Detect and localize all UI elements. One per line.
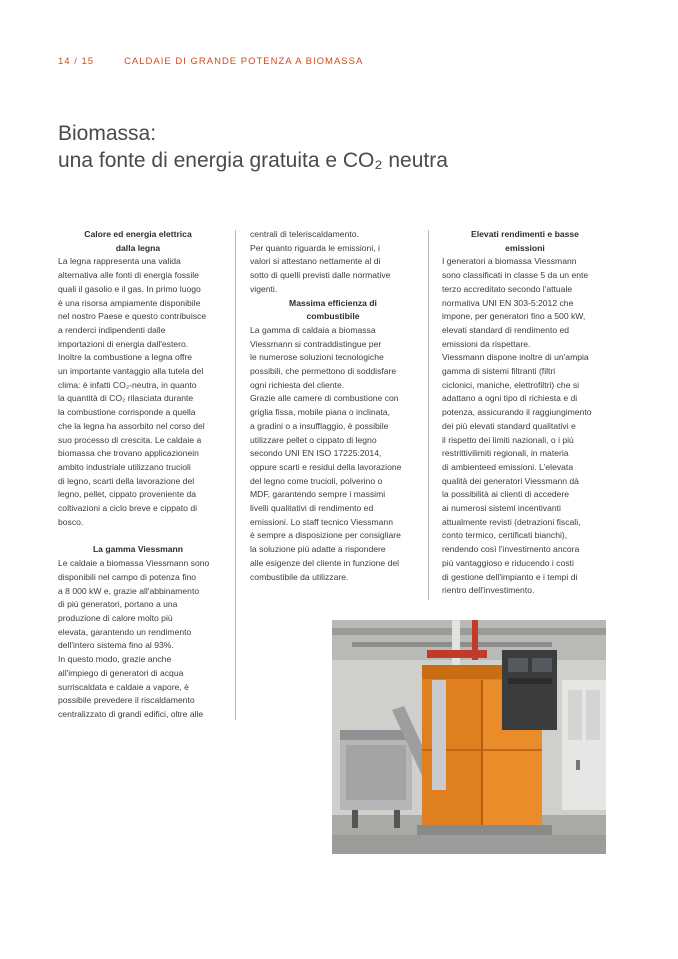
text-line: produzione di calore molto più	[58, 612, 173, 623]
text-line: bosco.	[58, 516, 84, 527]
text-line: ai numerosi sistemi incentivanti	[442, 503, 561, 514]
heading-calore-line-2: dalla legna	[115, 242, 161, 253]
text-line: che la legna ha assorbito nel corso del	[58, 420, 205, 431]
title-line-1: Biomassa:	[58, 122, 157, 145]
text-line: a 8 000 kW e, grazie all'abbinamento	[58, 585, 200, 596]
text-line: La gamma di caldaia a biomassa	[250, 324, 376, 335]
text-line: la quantità di CO₂ rilasciata durante	[58, 393, 194, 404]
page-number: 14 / 15	[58, 56, 95, 67]
text-line: del legno come trucioli, polverino o	[250, 475, 383, 486]
title-line-2: una fonte di energia gratuita e CO₂ neutra	[58, 149, 448, 172]
text-line: secondo UNI EN ISO 17225:2014,	[250, 448, 382, 459]
text-line: Per quanto riguarda le emissioni, i	[250, 242, 380, 253]
text-line: sono classificati in classe 5 da un ente	[442, 270, 589, 281]
text-line: gamma di sistemi filtranti (filtri	[442, 366, 556, 377]
text-line: suo processo di crescita. Le caldaie a	[58, 434, 202, 445]
text-line: il rispetto dei limiti nazionali, o i più	[442, 434, 574, 445]
paragraph-emissioni	[250, 228, 416, 297]
text-line: emissioni. Lo staff tecnico Viessmann	[250, 516, 393, 527]
text-line: conto termico, certificati bianchi),	[442, 530, 568, 541]
text-line: Le caldaie a biomassa Viessmann sono	[58, 558, 210, 569]
paragraph-legna	[58, 255, 218, 529]
text-line: a gradini o a insufflaggio, è possibile	[250, 420, 389, 431]
text-line: alternativa alle fonti di energia fossile	[58, 270, 199, 281]
text-line: la soluzione più adatte a rispondere	[250, 544, 386, 555]
text-line: biomassa che trovano applicazionein	[58, 448, 199, 459]
text-line: all'impiego di generatori di acqua	[58, 667, 184, 678]
text-line: impone, per generatori fino a 500 kW,	[442, 311, 586, 322]
text-line: più vantaggioso e riducendo i costi	[442, 557, 574, 568]
text-line: dei più elevati standard qualitativi e	[442, 420, 576, 431]
text-line: sotto di quelli previsti dalle normative	[250, 270, 391, 281]
text-line: centralizzato di grandi edifici, oltre alle	[58, 708, 204, 719]
column-2	[250, 228, 416, 584]
text-line: terzo accreditato secondo l'attuale	[442, 283, 573, 294]
text-line: di gestione dell'impianto e i tempi di	[442, 571, 578, 582]
text-line: surriscaldata e caldaie a vapore, è	[58, 681, 189, 692]
text-line: ciclonici, maniche, elettrofiltri) che si	[442, 379, 580, 390]
text-line: qualità dei generatori Viessmann dà	[442, 475, 579, 486]
text-line: disponibili nel campo di potenza fino	[58, 571, 197, 582]
text-line: In questo modo, grazie anche	[58, 654, 172, 665]
text-line: vigenti.	[250, 283, 278, 294]
text-line: nel nostro Paese e questo contribuisce	[58, 311, 207, 322]
text-line: le numerose soluzioni tecnologiche	[250, 352, 384, 363]
text-line: Grazie alle camere di combustione con	[250, 393, 399, 404]
text-line: è una risorsa ampiamente disponibile	[58, 297, 201, 308]
heading-massima-efficienza-line-2: combustibile	[306, 311, 360, 322]
text-line: Viessmann si contraddistingue per	[250, 338, 382, 349]
text-line: elevati standard di rendimento ed	[442, 324, 570, 335]
text-line: la combustione corrisponde a quella	[58, 407, 196, 418]
text-line: di legno, scarti della lavorazione del	[58, 475, 195, 486]
paragraph-efficienza	[250, 324, 416, 584]
text-line: rendendo così l'investimento ancora	[442, 544, 580, 555]
text-line: di più generatori, portano a una	[58, 599, 178, 610]
heading-calore-line-1: Calore ed energia elettrica	[84, 229, 192, 239]
text-line: dell'intero sistema fino al 93%.	[58, 640, 174, 651]
text-line: livelli qualitativi di rendimento ed	[250, 503, 374, 514]
paragraph-gamma	[58, 557, 218, 721]
text-line: la possibilità ai clienti di accedere	[442, 489, 570, 500]
text-line: alle esigenze del cliente in funzione del	[250, 557, 400, 568]
heading-rendimenti-line-1: Elevati rendimenti e basse	[471, 229, 579, 239]
text-line: attualmente revisti (detrazioni fiscali,	[442, 516, 581, 527]
text-line: utilizzare pellet o cippato di legno	[250, 434, 377, 445]
section-title: CALDAIE DI GRANDE POTENZA A BIOMASSA	[124, 56, 364, 67]
text-line: La legna rappresenta una valida	[58, 256, 181, 267]
text-line: griglia fissa, mobile piana o inclinata,	[250, 407, 390, 418]
column-divider-2	[428, 230, 429, 600]
text-line: restrittivilimiti regionali, in materia	[442, 448, 569, 459]
text-line: adattano a ogni tipo di richiesta e di	[442, 393, 578, 404]
text-line: di ambienteed emissioni. L'elevata	[442, 461, 574, 472]
text-line: legno, pellet, cippato proveniente da	[58, 489, 197, 500]
text-line: Viessmann dispone inoltre di un'ampia	[442, 352, 589, 363]
text-line: ogni richiesta del cliente.	[250, 379, 345, 390]
running-header	[58, 56, 363, 67]
text-line: normativa UNI EN 303-5:2012 che	[442, 297, 574, 308]
text-line: possibile prevedere il riscaldamento	[58, 695, 195, 706]
text-line: clima: è infatti CO₂-neutra, in quanto	[58, 379, 197, 390]
text-line: quali il gasolio e il gas. In primo luogo	[58, 283, 201, 294]
heading-gamma-viessmann: La gamma Viessmann	[92, 544, 184, 555]
text-line: importazioni di energia dall'estero.	[58, 338, 189, 349]
text-line: emissioni da rispettare.	[442, 338, 531, 349]
column-divider-1	[235, 230, 236, 720]
heading-massima-efficienza-line-1: Massima efficienza di	[289, 297, 377, 308]
text-line: rientro dell'investimento.	[442, 585, 535, 596]
column-3	[442, 228, 608, 598]
text-line: centrali di teleriscaldamento.	[250, 229, 359, 239]
text-line: coltivazioni a ciclo breve e cippato di	[58, 503, 198, 514]
biomass-boiler-photo	[332, 620, 606, 854]
text-line: combustibile da utilizzare.	[250, 571, 349, 582]
text-line: ambito industriale utilizzano trucioli	[58, 461, 191, 472]
paragraph-rendimenti	[442, 255, 608, 598]
text-line: I generatori a biomassa Viessmann	[442, 256, 577, 267]
heading-rendimenti-line-2: emissioni	[505, 242, 545, 253]
text-line: a renderci indipendenti dalle	[58, 324, 166, 335]
text-line: MDF, garantendo sempre i massimi	[250, 489, 386, 500]
page-title	[58, 120, 448, 174]
column-1	[58, 228, 218, 722]
text-line: potenza, assicurando il raggiungimento	[442, 407, 592, 418]
text-line: è sempre a disposizione per consigliare	[250, 530, 401, 541]
text-line: possibili, che permettono di soddisfare	[250, 366, 397, 377]
text-line: elevata, garantendo un rendimento	[58, 626, 192, 637]
text-line: un importante vantaggio alla tutela del	[58, 366, 204, 377]
text-line: Inoltre la combustione a legna offre	[58, 352, 193, 363]
text-line: oppure scarti e residui della lavorazione	[250, 461, 402, 472]
text-line: valori si attestano nettamente al di	[250, 256, 381, 267]
